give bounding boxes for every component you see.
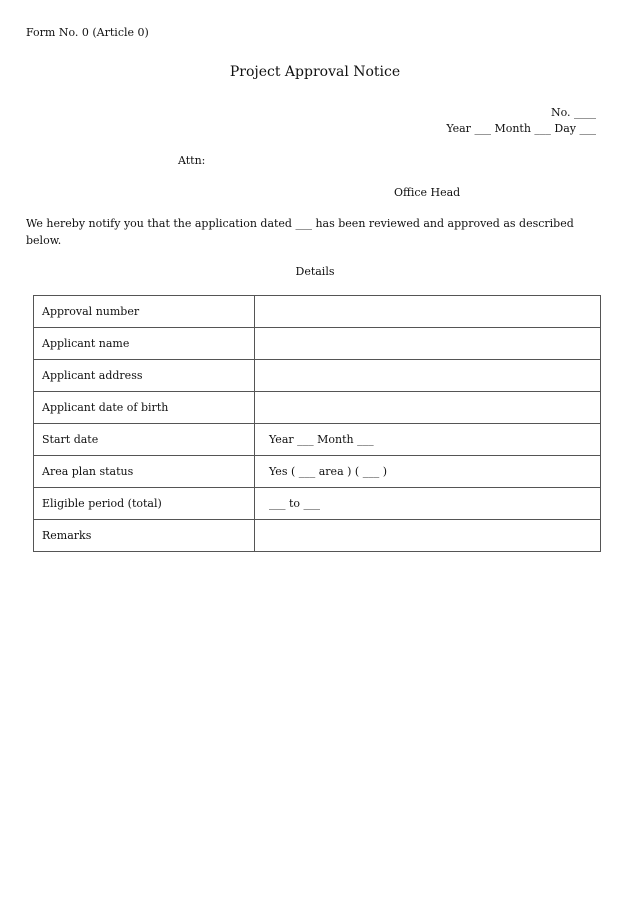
row-label: Applicant date of birth <box>34 392 255 424</box>
row-label: Eligible period (total) <box>34 488 255 520</box>
notice-body-text: We hereby notify you that the application dated ___ has been reviewed and approved as described below. <box>26 217 574 247</box>
table-row <box>34 520 601 552</box>
table-row <box>34 328 601 360</box>
addressee-suffix: Attn: <box>178 154 206 167</box>
row-label: Area plan status <box>34 456 255 488</box>
table-row <box>34 360 601 392</box>
issuer-name: Office Head <box>394 186 461 199</box>
row-value <box>255 520 601 552</box>
row-value: ___ to ___ <box>255 488 601 520</box>
table-row <box>34 296 601 328</box>
row-label: Approval number <box>34 296 255 328</box>
row-value <box>255 392 601 424</box>
row-value: Year ___ Month ___ <box>255 424 601 456</box>
approval-details-table <box>33 295 601 552</box>
table-row <box>34 424 601 456</box>
row-label: Start date <box>34 424 255 456</box>
row-label: Remarks <box>34 520 255 552</box>
row-value <box>255 328 601 360</box>
form-number: Form No. 0 (Article 0) <box>26 26 149 39</box>
table-row <box>34 456 601 488</box>
document-number-line: No. ____ <box>550 106 596 119</box>
row-value: Yes ( ___ area ) ( ___ ) <box>255 456 601 488</box>
page-title: Project Approval Notice <box>229 64 401 80</box>
table-row <box>34 392 601 424</box>
section-mark: Details <box>295 265 335 278</box>
row-label: Applicant name <box>34 328 255 360</box>
row-label: Applicant address <box>34 360 255 392</box>
table-row <box>34 488 601 520</box>
row-value <box>255 296 601 328</box>
row-value <box>255 360 601 392</box>
document-date-line: Year ___ Month ___ Day ___ <box>446 122 596 135</box>
